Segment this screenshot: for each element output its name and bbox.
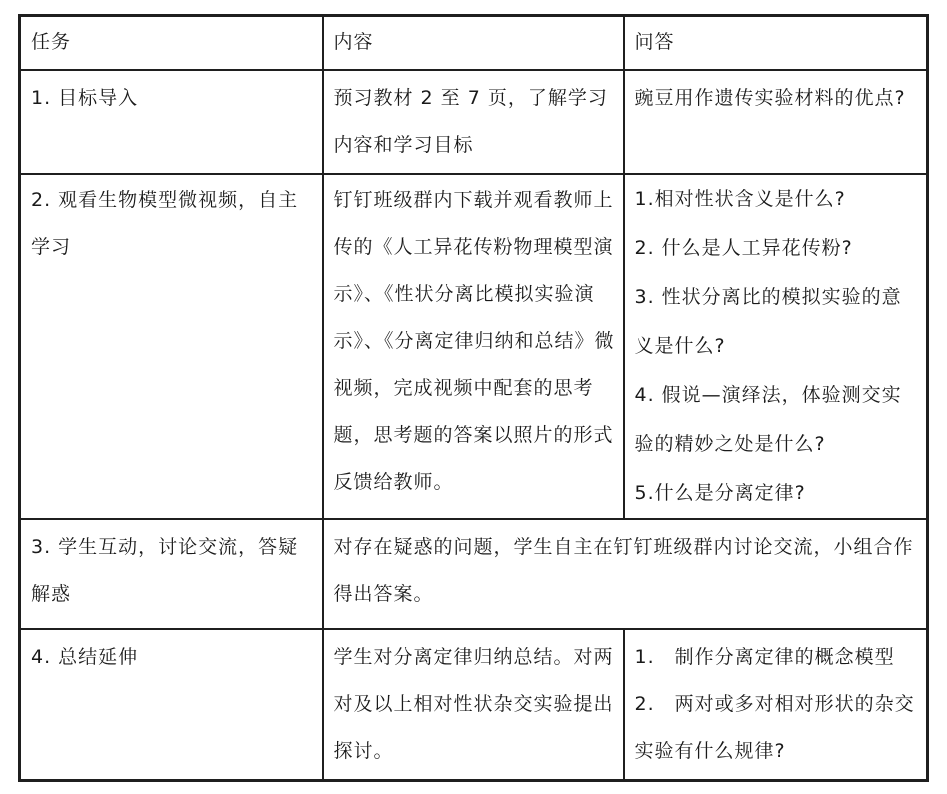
- lesson-plan-table: [18, 14, 929, 782]
- header-task: 任务: [20, 16, 323, 71]
- question-item: 4. 假说—演绎法，体验测交实验的精妙之处是什么?: [634, 384, 902, 455]
- question-item: 2. 什么是人工异花传粉?: [634, 237, 853, 259]
- content-cell-merged: 对存在疑惑的问题，学生自主在钉钉班级群内讨论交流，小组合作得出答案。: [323, 519, 928, 629]
- question-item: 1. 制作分离定律的概念模型: [634, 646, 895, 668]
- question-item: 3. 性状分离比的模拟实验的意义是什么?: [634, 286, 902, 357]
- header-content: 内容: [323, 16, 624, 71]
- task-cell: 1. 目标导入: [20, 70, 323, 174]
- header-qa: 问答: [624, 16, 928, 71]
- table-row: [20, 174, 928, 519]
- content-cell: 钉钉班级群内下载并观看教师上传的《人工异花传粉物理模型演示》、《性状分离比模拟实验演示》、《分离定律归纳和总结》微视频，完成视频中配套的思考题，思考题的答案以照片的形式反馈给教师。: [323, 174, 624, 519]
- qa-cell: [624, 629, 928, 781]
- question-item: 2. 两对或多对相对形状的杂交实验有什么规律?: [634, 693, 915, 762]
- table-row: [20, 519, 928, 629]
- question-item: 5.什么是分离定律?: [634, 482, 806, 504]
- table-header-row: [20, 16, 928, 71]
- table-row: [20, 70, 928, 174]
- task-cell: 4. 总结延伸: [20, 629, 323, 781]
- question-item: 1.相对性状含义是什么?: [634, 188, 846, 210]
- content-cell: 预习教材 2 至 7 页，了解学习内容和学习目标: [323, 70, 624, 174]
- content-cell: 学生对分离定律归纳总结。对两对及以上相对性状杂交实验提出探讨。: [323, 629, 624, 781]
- table-row: [20, 629, 928, 781]
- task-cell: 2. 观看生物模型微视频，自主学习: [20, 174, 323, 519]
- qa-cell: 豌豆用作遗传实验材料的优点?: [624, 70, 928, 174]
- qa-cell: [624, 174, 928, 519]
- task-cell: 3. 学生互动，讨论交流，答疑解惑: [20, 519, 323, 629]
